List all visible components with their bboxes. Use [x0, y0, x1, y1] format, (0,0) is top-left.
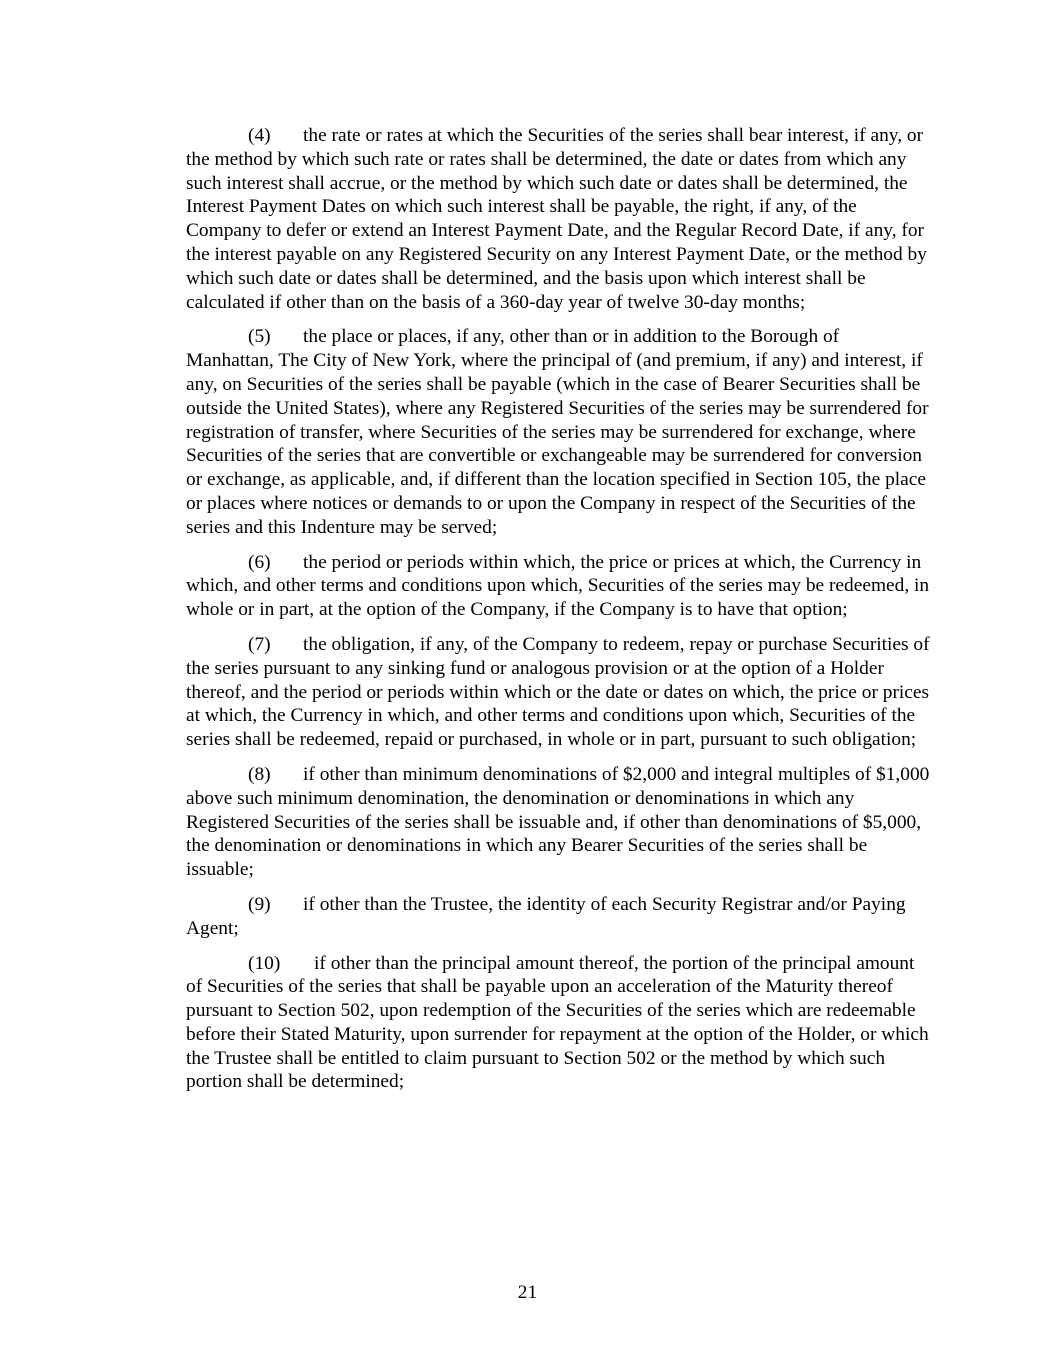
document-page	[186, 124, 931, 1105]
clause-text: the obligation, if any, of the Company to redeem, repay or purchase Securities of the series pursuant to any sinking fund or analogous provision or at the option of a Holder thereof, and the period or periods within which or the date or dates on which, the price or prices at which, the Currency in which, and other terms and conditions upon which, Securities of the series shall be redeemed, repaid or purchased, in whole or in part, pursuant to such obligation;	[186, 633, 930, 751]
clause-6	[186, 551, 931, 622]
clause-number: (10)	[248, 952, 281, 974]
clause-9	[186, 893, 931, 941]
clause-number: (5)	[248, 326, 271, 348]
clause-text: if other than the principal amount thereof, the portion of the principal amount of Securities of the series that shall be payable upon an acceleration of the Maturity thereof pursuant to Section 502, upon redemption of the Securities of the series which are redeemable before their Stated Maturity, upon surrender for repayment at the option of the Holder, or which the Trustee shall be entitled to claim pursuant to Section 502 or the method by which such portion shall be determined;	[186, 952, 929, 1093]
clause-8	[186, 763, 931, 882]
clause-10	[186, 952, 931, 1095]
clause-number: (9)	[248, 893, 271, 915]
clause-text: the rate or rates at which the Securities of the series shall bear interest, if any, or the method by which such rate or rates shall be determined, the date or dates from which any such interest shall accrue, or the method by which such date or dates shall be determined, the Interest Payment Dates on which such interest shall be payable, the right, if any, of the Company to defer or extend an Interest Payment Date, and the Regular Record Date, if any, for the interest payable on any Registered Security on any Interest Payment Date, or the method by which such date or dates shall be determined, and the basis upon which interest shall be calculated if other than on the basis of a 360-day year of twelve 30-day months;	[186, 125, 927, 313]
clause-text: if other than the Trustee, the identity of each Security Registrar and/or Paying Agent;	[186, 893, 906, 939]
clause-number: (4)	[248, 125, 271, 146]
clause-5	[186, 325, 931, 539]
clause-text: if other than minimum denominations of $2,000 and integral multiples of $1,000 above such minimum denomination, the denomination or denominations in which any Registered Securities of the series shall be issuable and, if other than denominations of $5,000, the denomination or denominations in which any Bearer Securities of the series shall be issuable;	[186, 763, 930, 881]
clause-text: the period or periods within which, the price or prices at which, the Currency in which, and other terms and conditions upon which, Securities of the series may be redeemed, in whole or in part, at the option of the Company, if the Company is to have that option;	[186, 551, 930, 621]
clause-number: (6)	[248, 551, 271, 573]
clause-number: (8)	[248, 763, 271, 785]
clause-4	[186, 124, 931, 314]
clause-7	[186, 633, 931, 752]
clause-text: the place or places, if any, other than or in addition to the Borough of Manhattan, The City of New York, where the principal of (and premium, if any) and interest, if any, on Securities of the series shall be payable (which in the case of Bearer Securities shall be outside the United States), where any Registered Securities of the series may be surrendered for registration of transfer, where Securities of the series may be surrendered for exchange, where Securities of the series that are convertible or exchangeable may be surrendered for conversion or exchange, as applicable, and, if different than the location specified in Section 105, the place or places where notices or demands to or upon the Company in respect of the Securities of the series and this Indenture may be served;	[186, 326, 929, 538]
clause-number: (7)	[248, 633, 271, 655]
page-number: 21	[517, 1282, 538, 1303]
